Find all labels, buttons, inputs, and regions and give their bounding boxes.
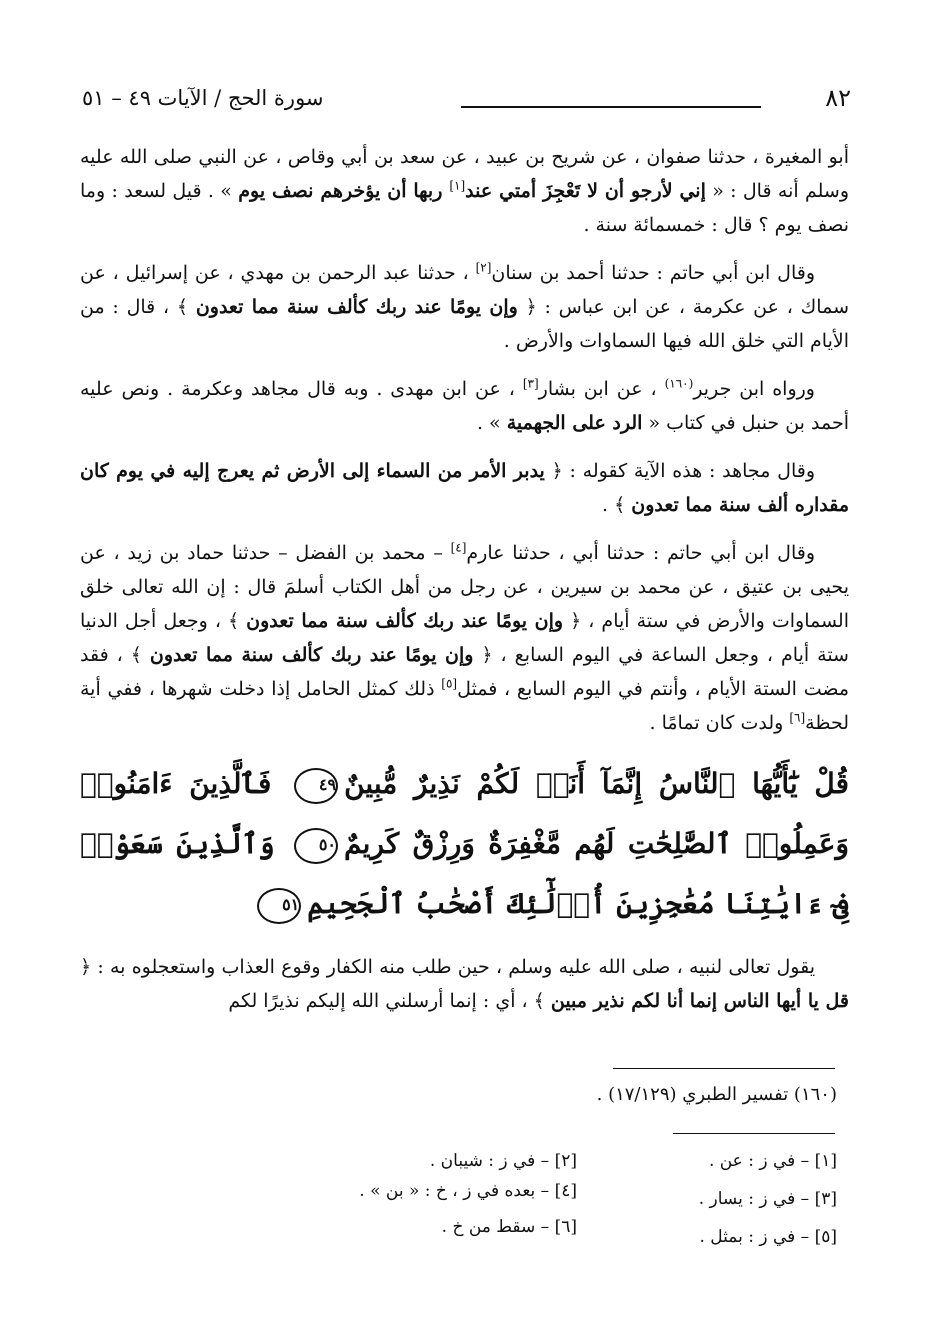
quran-verses-block <box>80 754 849 934</box>
paragraph-1 <box>80 140 849 242</box>
footnote-separator <box>613 1068 835 1069</box>
text: ﴾ ، أي : إنما أرسلني الله إليكم نذيرًا لكم <box>228 990 551 1012</box>
text: ، عن ابن مهدى . وبه قال مجاهد وعكرمة . ونص عليه أحمد بن حنبل في كتاب « <box>80 378 849 434</box>
verse-49: قُلْ يَٰٓأَيُّهَا ٱلنَّاسُ إِنَّمَآ أَنَا۠ لَكُمْ نَذِيرٌ مُّبِينٌ <box>344 767 849 800</box>
variant-footnote-1: [١] – في ز : عن . <box>708 1151 837 1171</box>
text: ﴾ ، قال : من الأيام التي خلق الله فيها السماوات والأرض . <box>80 296 849 352</box>
text: – محمد بن الفضل – حدثنا حماد بن زيد ، عن يحيى بن عتيق ، عن محمد بن سيرين ، عن رجل من أهل الكتاب أسلمَ قال : إن الله تعالى خلق السماوات والأرض في ستة أيام ، ﴿ <box>80 542 849 632</box>
text: وقال ابن أبي حاتم : حدثنا أحمد بن سنان <box>491 262 815 284</box>
quran-quote: يدبر الأمر من السماء إلى الأرض ثم يعرج إليه في يوم كان مقداره ألف سنة مما تعدون <box>80 460 849 516</box>
page-body <box>80 140 849 1032</box>
quran-quote: قل يا أيها الناس إنما أنا لكم نذير مبين <box>550 990 849 1012</box>
paragraph-6 <box>80 950 849 1018</box>
hadith-text: ربها أن يؤخرهم نصف يوم <box>238 180 450 202</box>
text: وقال مجاهد : هذه الآية كقوله : ﴿ <box>544 460 815 482</box>
page-header <box>82 84 857 124</box>
text: ﴾ . <box>602 494 632 516</box>
footnote-ref: [٤] <box>450 540 467 555</box>
variant-footnote-3: [٣] – في ز : يسار . <box>698 1189 837 1209</box>
header-rule <box>461 106 761 108</box>
quran-quote: وإن يومًا عند ربك كألف سنة مما تعدون <box>246 610 564 632</box>
footnote-ref: [١] <box>449 178 466 193</box>
text: ، عن ابن بشار <box>538 378 665 400</box>
running-title: سورة الحج / الآيات ٤٩ – ٥١ <box>82 86 324 110</box>
variant-footnote-4: [٤] – بعده في ز ، خ : « بن » . <box>359 1181 577 1201</box>
variant-footnotes <box>237 1150 837 1250</box>
book-title: الرد على الجهمية <box>506 412 643 434</box>
paragraph-5 <box>80 536 849 740</box>
footnote-ref: [٣] <box>522 376 539 391</box>
text: » . <box>476 412 507 434</box>
quran-quote: وإن يومًا عند ربك كألف سنة مما تعدون <box>149 644 474 666</box>
text: وقال ابن أبي حاتم : حدثنا أبي ، حدثنا عارم <box>466 542 815 564</box>
variant-footnote-2: [٢] – في ز : شيبان . <box>429 1151 577 1171</box>
text: يقول تعالى لنبيه ، صلى الله عليه وسلم ، حين طلب منه الكفار وقوع العذاب واستعجلوه به : ﴿ <box>80 956 815 978</box>
text: » . قيل لسعد : وما نصف يوم ؟ قال : خمسمائة سنة . <box>80 180 849 236</box>
paragraph-3 <box>80 372 849 440</box>
text: ، حدثنا عبد الرحمن بن مهدي ، عن إسرائيل ، عن سماك ، عن عكرمة ، عن ابن عباس : ﴿ <box>80 262 849 318</box>
text: ﴾ ، وجعل أجل الدنيا ستة أيام ، وجعل الساعة في اليوم السابع ، ﴿ <box>80 610 849 666</box>
hadith-text: إني لأرجو أن لا تَعْجِزَ أمتي عند <box>465 180 706 202</box>
text: ولدت كان تمامًا . <box>649 712 790 734</box>
footnote-main: (١٦٠) تفسير الطبري (١٧/١٢٩) . <box>596 1084 837 1105</box>
verse-number-marker: ٥١ <box>257 888 301 924</box>
verse-number-marker: ٥٠ <box>294 828 338 864</box>
quran-quote: وإن يومًا عند ربك كألف سنة مما تعدون <box>195 296 518 318</box>
text: ذلك كمثل الحامل إذا دخلت شهرها ، ففي أية لحظة <box>80 678 849 734</box>
text: أبو المغيرة ، حدثنا صفوان ، عن شريح بن عبيد ، عن سعد بن أبي وقاص ، عن النبي صلى الله عليه وسلم أنه قال : « <box>80 146 849 202</box>
verse-number-marker: ٤٩ <box>294 768 338 804</box>
variant-footnote-5: [٥] – في ز : بمثل . <box>699 1227 837 1247</box>
verse-50: فَٱلَّذِينَ ءَامَنُوا۟ وَعَمِلُوا۟ ٱلصَّٰلِحَٰتِ لَهُم مَّغْفِرَةٌ وَرِزْقٌ كَرِيمٌ <box>80 767 850 860</box>
footnote-ref: [٢] <box>475 260 492 275</box>
footnote-ref: [٥] <box>441 676 458 691</box>
footnote-ref: [٦] <box>789 710 806 725</box>
text: ورواه ابن جرير <box>693 378 815 400</box>
footnote-ref: (١٦٠) <box>664 376 694 391</box>
text: ﴾ ، فقد مضت الستة الأيام ، وأنتم في اليوم السابع ، فمثل <box>80 644 849 700</box>
page-number: ٨٢ <box>825 84 851 112</box>
verse-51: وَٱلَّذِينَ سَعَوْا۟ فِىٓ ءَايَٰتِنَا مُعَٰجِزِينَ أُو۟لَٰٓئِكَ أَصْحَٰبُ ٱلْجَحِيمِ <box>80 827 849 920</box>
variant-footnote-6: [٦] – سقط من خ . <box>441 1217 577 1237</box>
paragraph-2 <box>80 256 849 358</box>
paragraph-4 <box>80 454 849 522</box>
variants-separator <box>673 1133 835 1134</box>
